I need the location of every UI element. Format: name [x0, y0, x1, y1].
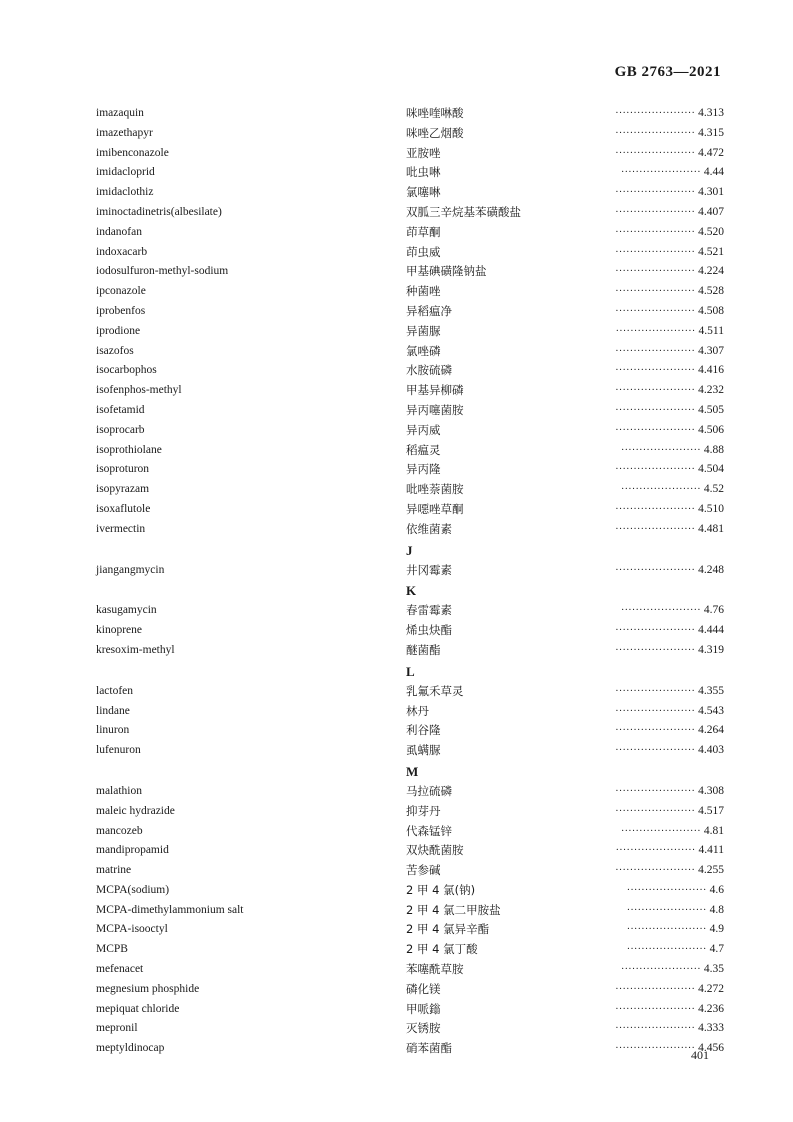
- index-entry: [96, 920, 724, 940]
- reference-number: 4.520: [698, 225, 724, 238]
- chinese-name: 利谷隆: [406, 723, 441, 738]
- leader-dots: ······················: [626, 904, 707, 916]
- leader-dots: ······················: [615, 865, 696, 877]
- section-reference: [627, 920, 724, 940]
- section-letter-text: K: [406, 583, 417, 599]
- english-name: mepronil: [96, 1022, 138, 1035]
- english-name: matrine: [96, 864, 132, 877]
- reference-number: 4.232: [698, 384, 724, 397]
- reference-number: 4.248: [698, 563, 724, 576]
- section-reference: [615, 861, 724, 881]
- index-entry: [96, 1019, 724, 1039]
- section-reference: [615, 243, 724, 263]
- section-reference: [615, 702, 724, 722]
- leader-dots: ······················: [615, 564, 696, 576]
- index-entry: [96, 881, 724, 901]
- chinese-name: 抑芽丹: [406, 803, 441, 818]
- reference-number: 4.8: [709, 903, 724, 916]
- index-entry: [96, 721, 724, 741]
- section-reference: [621, 960, 724, 980]
- chinese-name: 茚草酮: [406, 224, 441, 239]
- section-reference: [615, 124, 724, 144]
- leader-dots: ······················: [615, 365, 696, 377]
- section-reference: [615, 741, 724, 761]
- reference-number: 4.44: [703, 166, 724, 179]
- english-name: isofenphos-methyl: [96, 384, 182, 397]
- chinese-name: 氯噻啉: [406, 185, 441, 200]
- chinese-name: 异菌脲: [406, 323, 441, 338]
- chinese-name: 异丙威: [406, 422, 441, 437]
- section-reference: [621, 601, 724, 621]
- section-letter-text: L: [406, 663, 415, 679]
- leader-dots: ······················: [621, 167, 701, 179]
- index-entry: [96, 980, 724, 1000]
- english-name: isopyrazam: [96, 483, 150, 496]
- section-reference: [615, 561, 724, 581]
- reference-number: 4.472: [698, 146, 724, 159]
- english-name: MCPA-isooctyl: [96, 923, 168, 936]
- english-name: imidacloprid: [96, 166, 155, 179]
- section-letter: [96, 540, 724, 561]
- english-name: lufenuron: [96, 744, 141, 757]
- leader-dots: ······················: [626, 924, 707, 936]
- reference-number: 4.511: [698, 324, 724, 337]
- leader-dots: ······················: [615, 725, 696, 737]
- index-entry: [96, 124, 724, 144]
- chinese-name: 甲基碘磺隆钠盐: [406, 264, 487, 279]
- chinese-name: 异噁唑草酮: [406, 501, 464, 516]
- section-reference: [621, 441, 724, 461]
- reference-number: 4.255: [698, 864, 724, 877]
- english-name: MCPA-dimethylammonium salt: [96, 903, 244, 916]
- leader-dots: ······················: [615, 246, 696, 258]
- reference-number: 4.411: [698, 844, 724, 857]
- section-letter: [96, 580, 724, 601]
- index-entry: [96, 243, 724, 263]
- index-entry: [96, 104, 724, 124]
- reference-number: 4.307: [698, 344, 724, 357]
- reference-number: 4.333: [698, 1022, 724, 1035]
- chinese-name: 咪唑喹啉酸: [406, 106, 464, 120]
- reference-number: 4.444: [698, 624, 724, 637]
- section-reference: [615, 802, 724, 822]
- english-name: isoproturon: [96, 463, 150, 476]
- section-reference: [615, 401, 724, 421]
- leader-dots: ······················: [615, 206, 696, 218]
- index-entry: [96, 782, 724, 802]
- chinese-name: 烯虫炔酯: [406, 623, 452, 638]
- english-name: mandipropamid: [96, 844, 169, 857]
- chinese-name: 吡唑萘菌胺: [406, 482, 464, 497]
- leader-dots: ······················: [615, 345, 696, 357]
- index-entry: [96, 500, 724, 520]
- leader-dots: ······················: [615, 305, 696, 317]
- reference-number: 4.264: [698, 724, 724, 737]
- chinese-name: 水胺硫磷: [406, 363, 452, 378]
- index-entry: [96, 163, 724, 183]
- reference-number: 4.528: [698, 285, 724, 298]
- english-name: kinoprene: [96, 624, 142, 637]
- section-reference: [615, 282, 724, 302]
- english-name: kresoxim-methyl: [96, 643, 175, 656]
- english-name: iminoctadinetris(albesilate): [96, 205, 222, 218]
- english-name: meptyldinocap: [96, 1042, 165, 1055]
- chinese-name: 虱螨脲: [406, 743, 441, 758]
- reference-number: 4.416: [698, 364, 724, 377]
- leader-dots: ······················: [626, 884, 707, 896]
- reference-number: 4.508: [698, 304, 724, 317]
- section-reference: [627, 940, 724, 960]
- section-reference: [615, 721, 724, 741]
- section-reference: [615, 421, 724, 441]
- section-reference: [615, 1019, 724, 1039]
- index-entry: [96, 480, 724, 500]
- leader-dots: ······················: [615, 1043, 696, 1055]
- chinese-name: 乳氟禾草灵: [406, 683, 464, 698]
- section-reference: [621, 480, 724, 500]
- english-name: megnesium phosphide: [96, 982, 200, 995]
- chinese-name: 硝苯菌酯: [406, 1041, 452, 1056]
- leader-dots: ······················: [615, 325, 696, 337]
- index-entry: [96, 203, 724, 223]
- reference-number: 4.403: [698, 744, 724, 757]
- index-entry: [96, 940, 724, 960]
- reference-number: 4.315: [698, 126, 724, 139]
- index-entry: [96, 342, 724, 362]
- reference-number: 4.76: [703, 604, 724, 617]
- reference-number: 4.52: [703, 483, 724, 496]
- chinese-name: 茚虫威: [406, 244, 441, 259]
- index-entry: [96, 421, 724, 441]
- reference-number: 4.543: [698, 704, 724, 717]
- english-name: lindane: [96, 704, 130, 717]
- reference-number: 4.35: [703, 963, 724, 976]
- reference-number: 4.505: [698, 403, 724, 416]
- chinese-name: 苯噻酰草胺: [406, 962, 464, 977]
- chinese-name: 甲哌鎓: [406, 1001, 441, 1016]
- section-reference: [621, 163, 724, 183]
- section-letter-text: J: [406, 542, 413, 558]
- chinese-name: 2 甲 4 氯(钠): [406, 882, 476, 897]
- leader-dots: ······················: [621, 825, 701, 837]
- section-reference: [615, 520, 724, 540]
- english-name: imidaclothiz: [96, 186, 154, 199]
- section-reference: [615, 342, 724, 362]
- index-entry: [96, 682, 724, 702]
- chinese-name: 灭锈胺: [406, 1021, 441, 1036]
- index-entry: [96, 144, 724, 164]
- english-name: indoxacarb: [96, 245, 148, 258]
- chinese-name: 异稻瘟净: [406, 303, 452, 318]
- reference-number: 4.355: [698, 684, 724, 697]
- index-entry: [96, 401, 724, 421]
- section-reference: [615, 682, 724, 702]
- index-entry: [96, 441, 724, 461]
- chinese-name: 依维菌素: [406, 521, 452, 536]
- english-name: imibenconazole: [96, 146, 169, 159]
- leader-dots: ······················: [615, 108, 696, 119]
- reference-number: 4.456: [698, 1042, 724, 1055]
- leader-dots: ······················: [615, 127, 696, 139]
- leader-dots: ······················: [615, 983, 696, 995]
- index-entry: [96, 1039, 724, 1059]
- english-name: indanofan: [96, 225, 142, 238]
- section-reference: [627, 881, 724, 901]
- reference-number: 4.81: [703, 824, 724, 837]
- leader-dots: ······················: [615, 503, 696, 515]
- section-reference: [615, 104, 724, 124]
- chinese-name: 代森锰锌: [406, 823, 452, 838]
- leader-dots: ······················: [626, 944, 707, 956]
- index-entry: [96, 361, 724, 381]
- leader-dots: ······················: [615, 147, 696, 159]
- section-reference: [616, 841, 724, 861]
- chinese-name: 2 甲 4 氯二甲胺盐: [406, 902, 501, 917]
- index-entry: [96, 302, 724, 322]
- leader-dots: ······················: [615, 785, 696, 797]
- chinese-name: 醚菌酯: [406, 642, 441, 657]
- chinese-name: 异丙隆: [406, 462, 441, 477]
- english-name: jiangangmycin: [96, 563, 165, 576]
- chinese-name: 亚胺唑: [406, 145, 441, 160]
- chinese-name: 双炔酰菌胺: [406, 843, 464, 858]
- index-entry: [96, 561, 724, 581]
- reference-number: 4.517: [698, 804, 724, 817]
- english-name: kasugamycin: [96, 604, 157, 617]
- leader-dots: ······················: [615, 424, 696, 436]
- reference-number: 4.319: [698, 643, 724, 656]
- index-entry: [96, 741, 724, 761]
- english-name: isoprothiolane: [96, 443, 162, 456]
- section-reference: [615, 223, 724, 243]
- section-reference: [615, 262, 724, 282]
- index-entry: [96, 1000, 724, 1020]
- index-entry: [96, 601, 724, 621]
- section-reference: [615, 980, 724, 1000]
- english-name: malathion: [96, 784, 142, 797]
- section-reference: [615, 183, 724, 203]
- english-name: isoprocarb: [96, 423, 145, 436]
- reference-number: 4.6: [709, 883, 724, 896]
- section-reference: [615, 641, 724, 661]
- section-letter: [96, 661, 724, 682]
- english-name: maleic hydrazide: [96, 804, 175, 817]
- leader-dots: ······················: [615, 187, 696, 199]
- pesticide-index: [96, 104, 724, 1059]
- chinese-name: 马拉硫磷: [406, 783, 452, 798]
- reference-number: 4.236: [698, 1002, 724, 1015]
- leader-dots: ······················: [615, 845, 696, 857]
- index-entry: [96, 223, 724, 243]
- chinese-name: 林丹: [406, 703, 429, 718]
- leader-dots: ······················: [621, 484, 701, 496]
- english-name: ipconazole: [96, 285, 146, 298]
- leader-dots: ······················: [615, 745, 696, 757]
- reference-number: 4.9: [709, 923, 724, 936]
- reference-number: 4.308: [698, 784, 724, 797]
- english-name: iprodione: [96, 324, 141, 337]
- reference-number: 4.313: [698, 107, 724, 119]
- index-entry: [96, 702, 724, 722]
- standard-code-header: GB 2763—2021: [614, 64, 721, 80]
- chinese-name: 异丙噻菌胺: [406, 402, 464, 417]
- leader-dots: ······················: [615, 404, 696, 416]
- leader-dots: ······················: [615, 464, 696, 476]
- reference-number: 4.506: [698, 423, 724, 436]
- english-name: linuron: [96, 724, 130, 737]
- chinese-name: 种菌唑: [406, 284, 441, 299]
- section-reference: [615, 500, 724, 520]
- leader-dots: ······················: [615, 805, 696, 817]
- reference-number: 4.504: [698, 463, 724, 476]
- english-name: iodosulfuron-methyl-sodium: [96, 265, 229, 278]
- section-reference: [615, 381, 724, 401]
- chinese-name: 苦参碱: [406, 863, 441, 878]
- reference-number: 4.7: [709, 943, 724, 956]
- english-name: imazethapyr: [96, 126, 153, 139]
- chinese-name: 氯唑磷: [406, 343, 441, 358]
- section-reference: [615, 621, 724, 641]
- english-name: MCPA(sodium): [96, 883, 170, 896]
- section-reference: [615, 203, 724, 223]
- english-name: isoxaflutole: [96, 502, 151, 515]
- leader-dots: ······················: [615, 523, 696, 535]
- chinese-name: 吡虫啉: [406, 165, 441, 180]
- index-entry: [96, 901, 724, 921]
- english-name: mefenacet: [96, 963, 144, 976]
- index-entry: [96, 183, 724, 203]
- chinese-name: 咪唑乙烟酸: [406, 125, 464, 140]
- leader-dots: ······················: [615, 1023, 696, 1035]
- section-reference: [615, 144, 724, 164]
- leader-dots: ······················: [615, 705, 696, 717]
- index-entry: [96, 822, 724, 842]
- leader-dots: ······················: [621, 964, 701, 976]
- leader-dots: ······················: [615, 685, 696, 697]
- section-reference: [621, 822, 724, 842]
- english-name: MCPB: [96, 943, 128, 956]
- page-number: 401: [691, 1048, 709, 1062]
- chinese-name: 井冈霉素: [406, 562, 452, 577]
- chinese-name: 稻瘟灵: [406, 442, 441, 457]
- section-reference: [615, 460, 724, 480]
- reference-number: 4.272: [698, 982, 724, 995]
- leader-dots: ······················: [621, 444, 701, 456]
- english-name: isocarbophos: [96, 364, 157, 377]
- section-reference: [615, 782, 724, 802]
- english-name: ivermectin: [96, 522, 146, 535]
- section-reference: [616, 322, 724, 342]
- index-entry: [96, 802, 724, 822]
- english-name: isazofos: [96, 344, 134, 357]
- english-name: lactofen: [96, 684, 134, 697]
- index-entry: [96, 282, 724, 302]
- index-entry: [96, 641, 724, 661]
- section-letter: [96, 761, 724, 782]
- section-reference: [615, 1000, 724, 1020]
- leader-dots: ······················: [615, 226, 696, 238]
- index-entry: [96, 841, 724, 861]
- leader-dots: ······················: [615, 385, 696, 397]
- index-entry: [96, 861, 724, 881]
- leader-dots: ······················: [615, 644, 696, 656]
- chinese-name: 春雷霉素: [406, 603, 452, 618]
- index-entry: [96, 322, 724, 342]
- reference-number: 4.224: [698, 265, 724, 278]
- index-entry: [96, 460, 724, 480]
- section-reference: [615, 361, 724, 381]
- section-reference: [615, 302, 724, 322]
- index-entry: [96, 520, 724, 540]
- index-entry: [96, 621, 724, 641]
- reference-number: 4.88: [703, 443, 724, 456]
- reference-number: 4.510: [698, 502, 724, 515]
- english-name: isofetamid: [96, 403, 145, 416]
- english-name: iprobenfos: [96, 304, 146, 317]
- section-letter-text: M: [406, 763, 419, 779]
- section-reference: [627, 901, 724, 921]
- english-name: mepiquat chloride: [96, 1002, 180, 1015]
- chinese-name: 双胍三辛烷基苯磺酸盐: [406, 204, 521, 219]
- reference-number: 4.481: [698, 522, 724, 535]
- chinese-name: 甲基异柳磷: [406, 383, 464, 398]
- chinese-name: 磷化镁: [406, 981, 441, 996]
- leader-dots: ······················: [615, 286, 696, 298]
- chinese-name: 2 甲 4 氯丁酸: [406, 942, 478, 957]
- reference-number: 4.407: [698, 205, 724, 218]
- reference-number: 4.301: [698, 186, 724, 199]
- index-entry: [96, 381, 724, 401]
- english-name: mancozeb: [96, 824, 143, 837]
- leader-dots: ······················: [615, 1003, 696, 1015]
- english-name: imazaquin: [96, 107, 144, 119]
- index-entry: [96, 960, 724, 980]
- index-entry: [96, 262, 724, 282]
- chinese-name: 2 甲 4 氯异辛酯: [406, 922, 490, 937]
- leader-dots: ······················: [615, 266, 696, 278]
- leader-dots: ······················: [621, 605, 701, 617]
- leader-dots: ······················: [615, 625, 696, 637]
- reference-number: 4.521: [698, 245, 724, 258]
